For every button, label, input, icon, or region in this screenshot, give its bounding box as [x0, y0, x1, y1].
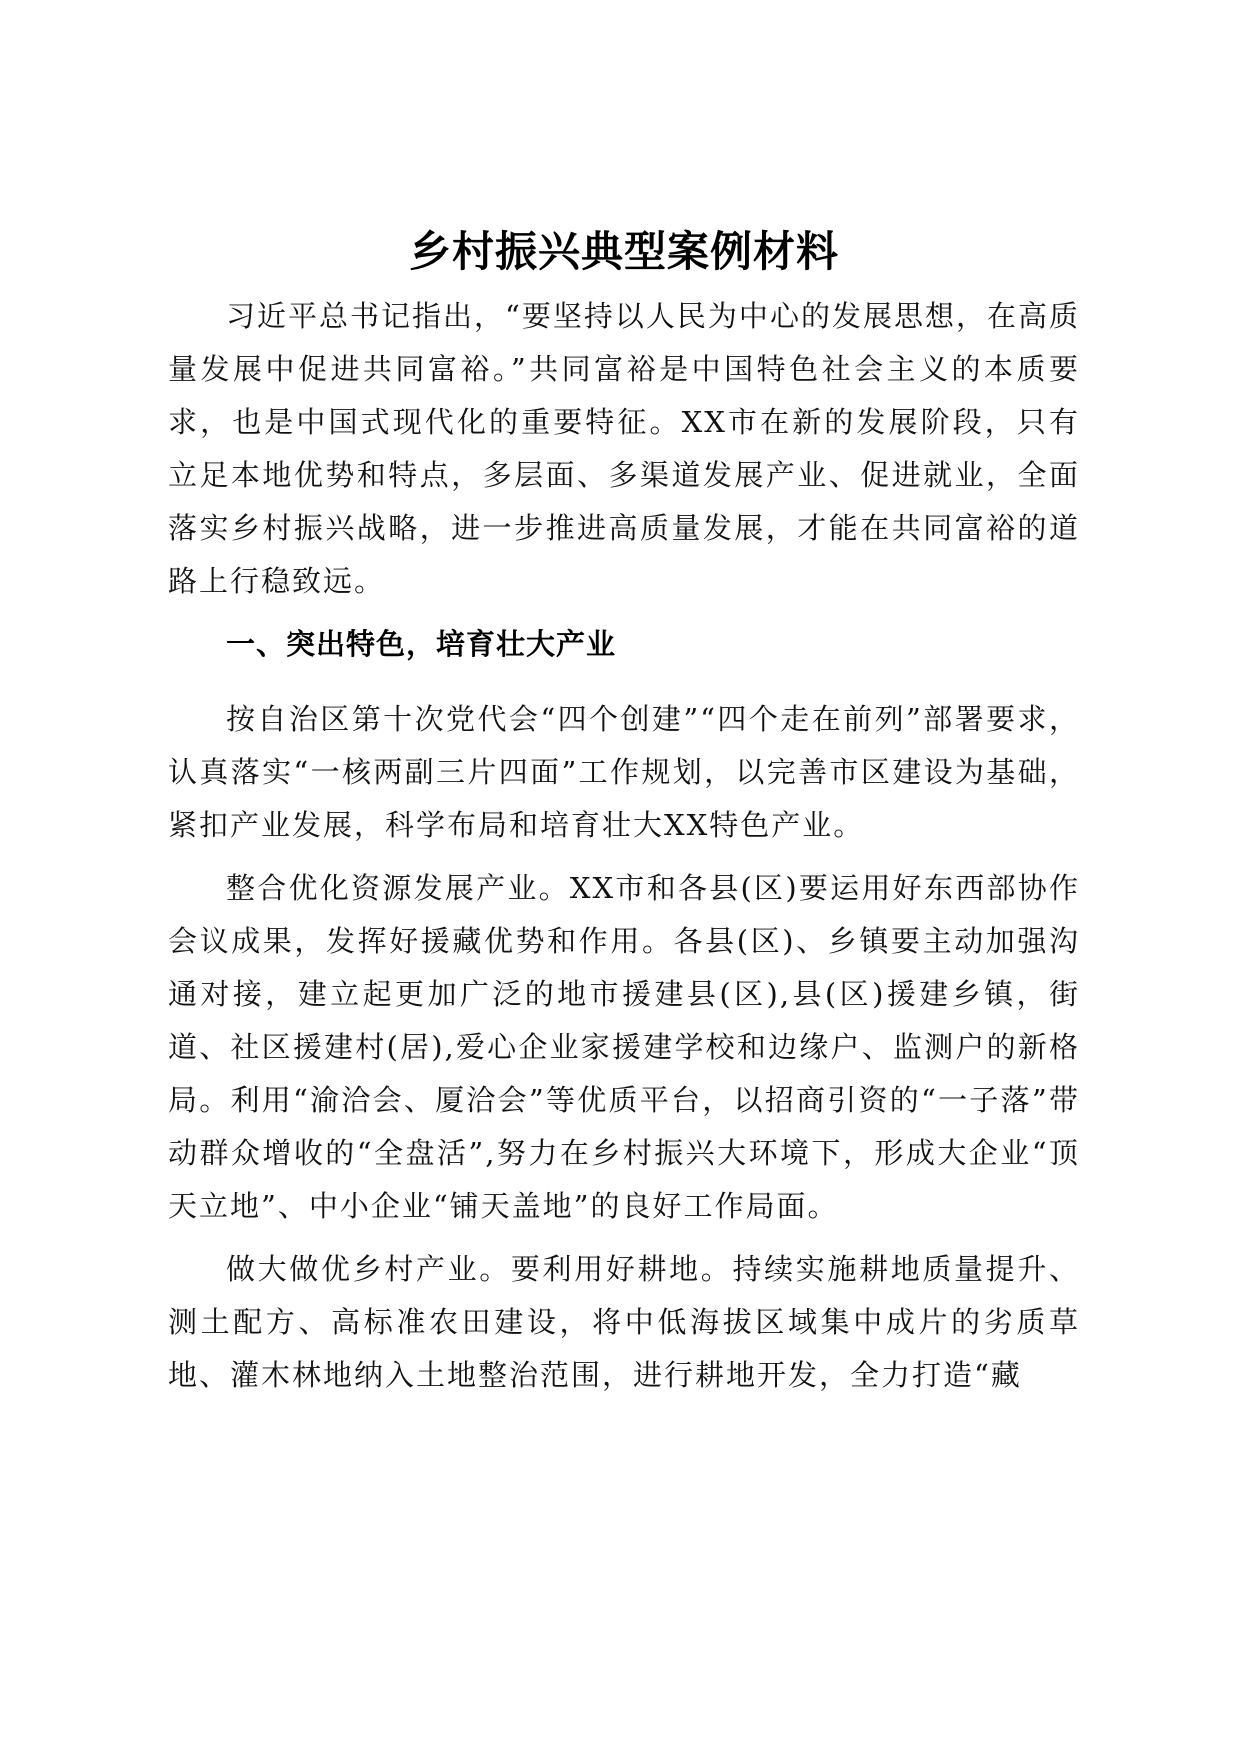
paragraph-body: 整合优化资源发展产业。XX市和各县(区)要运用好东西部协作会议成果，发挥好援藏优势和作用。各县(区)、乡镇要主动加强沟通对接，建立起更加广泛的地市援建县(区),县(区)援建乡镇，街道、社区援建村(居),爱心企业家援建学校和边缘户、监测户的新格局。利用“渝洽会、厦洽会”等优质平台，以招商引资的“一子落”带动群众增收的“全盘活”,努力在乡村振兴大环境下，形成大企业“顶天立地”、中小企业“铺天盖地”的良好工作局面。: [168, 871, 1080, 1223]
paragraph-intro: 习近平总书记指出，“要坚持以人民为中心的发展思想，在高质量发展中促进共同富裕。”共同富裕是中国特色社会主义的本质要求，也是中国式现代化的重要特征。XX市在新的发展阶段，只有立足本地优势和特点，多层面、多渠道发展产业、促进就业，全面落实乡村振兴战略，进一步推进高质量发展，才能在共同富裕的道路上行稳致远。: [168, 299, 1080, 598]
paragraph-body: 做大做优乡村产业。要利用好耕地。持续实施耕地质量提升、测土配方、高标准农田建设，将中低海拔区域集中成片的劣质草地、灌木林地纳入土地整治范围，进行耕地开发，全力打造“藏: [168, 1252, 1080, 1392]
section-heading: 一、突出特色，培育壮大产业: [226, 627, 617, 661]
document-title: 乡村振兴典型案例材料: [408, 227, 839, 276]
paragraph-body: 按自治区第十次党代会“四个创建”“四个走在前列”部署要求，认真落实“一核两副三片四面”工作规划，以完善市区建设为基础，紧扣产业发展，科学布局和培育壮大XX特色产业。: [168, 702, 1080, 842]
document-body: [168, 222, 1080, 1412]
